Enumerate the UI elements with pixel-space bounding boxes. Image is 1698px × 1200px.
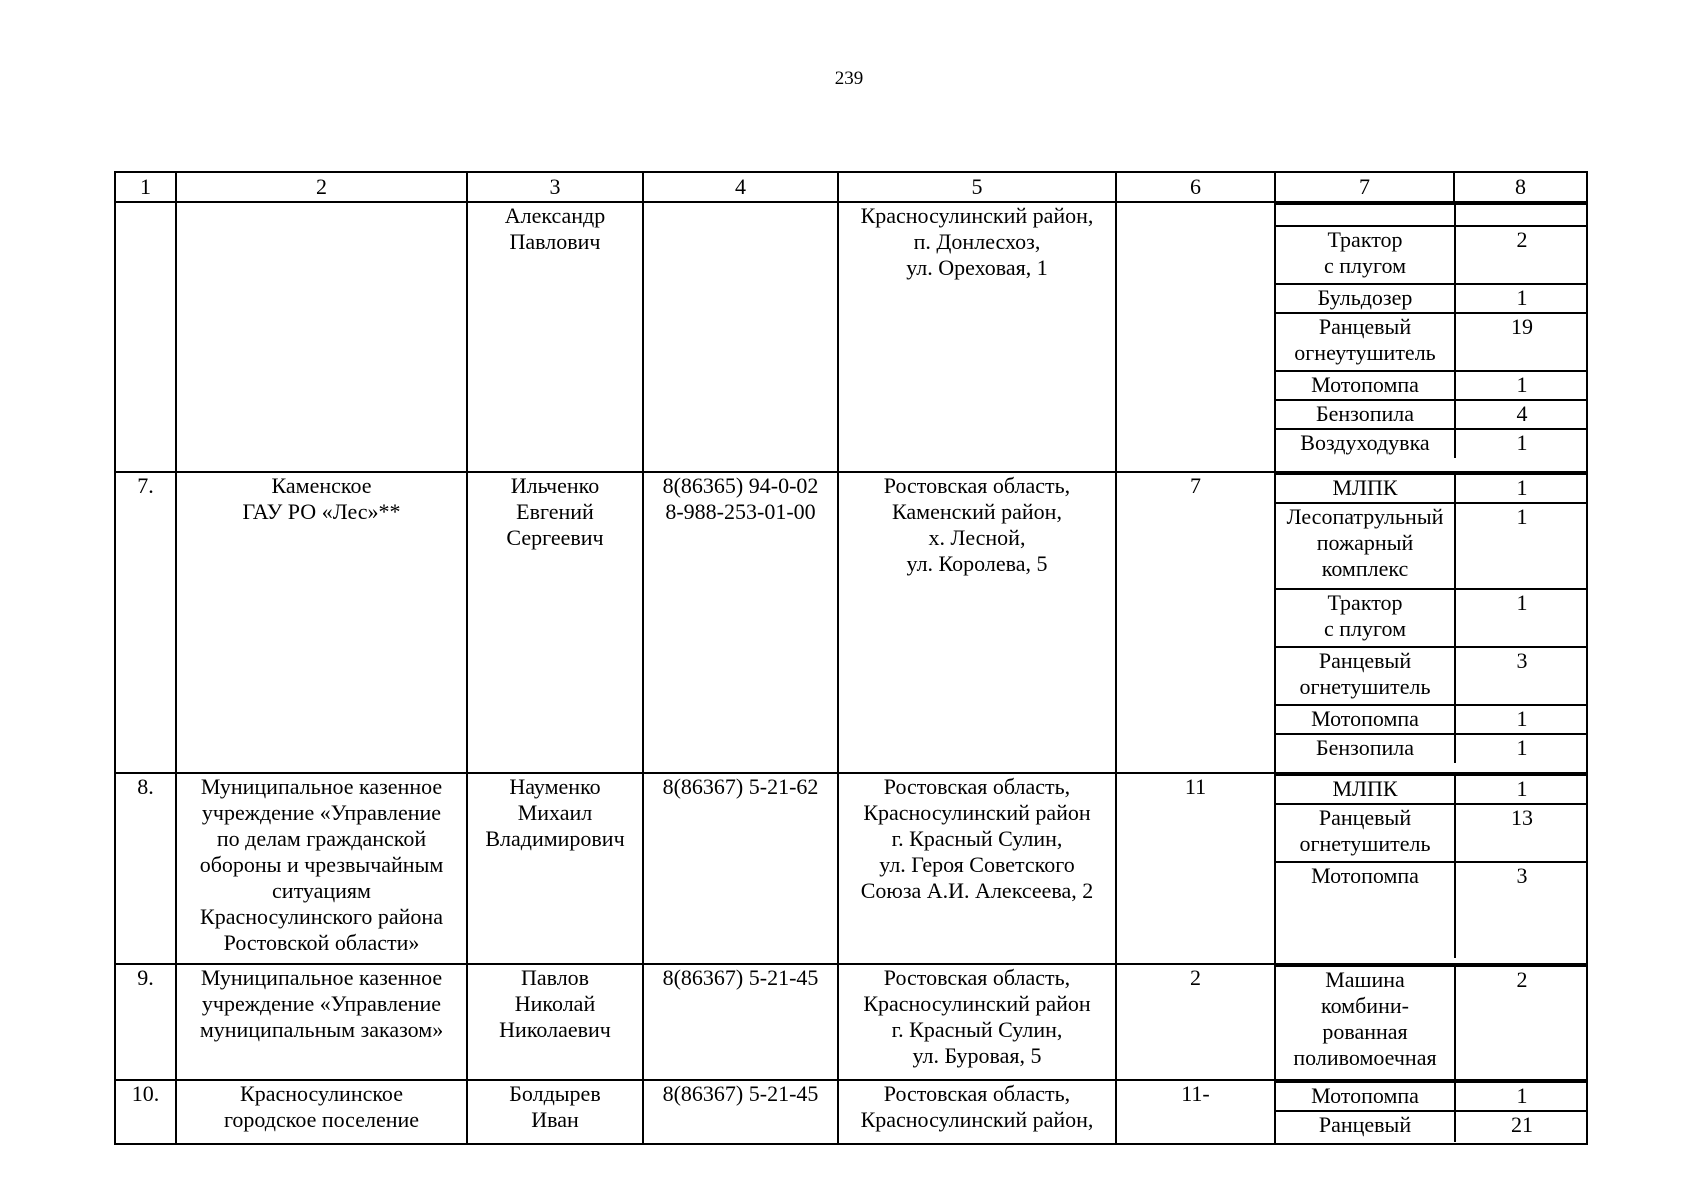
equipment-qty: 21 bbox=[1455, 1111, 1588, 1142]
equipment-item bbox=[1276, 226, 1588, 284]
row-number: 9. bbox=[115, 964, 176, 1080]
organization-line: учреждение «Управление bbox=[201, 991, 442, 1016]
equipment-name-line: Бензопила bbox=[1315, 401, 1415, 426]
equipment-qty: 2 bbox=[1455, 966, 1588, 1079]
phone-line: 8(86367) 5-21-62 bbox=[662, 774, 819, 799]
equipment-name-line: комбини- bbox=[1321, 993, 1409, 1018]
equipment-name bbox=[1276, 474, 1455, 503]
person-line: Павлов bbox=[520, 965, 590, 990]
equipment-name bbox=[1276, 647, 1455, 705]
equipment-item bbox=[1276, 313, 1588, 371]
person-line: Болдырев bbox=[509, 1081, 601, 1106]
address-line: г. Красный Сулин, bbox=[891, 826, 1063, 851]
column-header: 8 bbox=[1454, 172, 1587, 202]
equipment-name-line: Ранцевый bbox=[1318, 1112, 1412, 1137]
organization-line: Каменское bbox=[271, 473, 372, 498]
equipment-name-line: Трактор bbox=[1327, 227, 1403, 252]
equipment-name-line: поливомоечная bbox=[1293, 1045, 1437, 1070]
equipment-name bbox=[1276, 284, 1455, 313]
equipment-name-line: Бензопила bbox=[1315, 735, 1415, 760]
equipment-name-line: Мотопомпа bbox=[1311, 863, 1419, 888]
phone bbox=[643, 472, 838, 773]
phone bbox=[643, 773, 838, 964]
equipment-cell bbox=[1275, 773, 1587, 964]
equipment-item bbox=[1276, 589, 1588, 647]
phone bbox=[643, 202, 838, 472]
person-line: Николай bbox=[514, 991, 596, 1016]
equipment-name bbox=[1276, 226, 1455, 284]
equipment-item bbox=[1276, 804, 1588, 862]
address-line: Союза А.И. Алексеева, 2 bbox=[860, 878, 1094, 903]
equipment-name bbox=[1276, 429, 1455, 458]
equipment-name bbox=[1276, 862, 1455, 958]
equipment-name-line: с плугом bbox=[1324, 616, 1406, 641]
equipment-item bbox=[1276, 862, 1588, 958]
address-line: Ростовская область, bbox=[883, 473, 1071, 498]
equipment-name-line: Ранцевый bbox=[1318, 805, 1412, 830]
responsible-person bbox=[467, 202, 643, 472]
equipment-name-line: Ранцевый bbox=[1318, 314, 1412, 339]
person-line: Владимирович bbox=[485, 826, 625, 851]
organization-line: Красносулинского района bbox=[200, 904, 443, 929]
person-line: Александр bbox=[504, 203, 606, 228]
equipment-cell bbox=[1275, 964, 1587, 1080]
organization-line: Ростовской области» bbox=[223, 930, 420, 955]
organization-line: ситуациям bbox=[272, 878, 371, 903]
equipment-name-line: комплекс bbox=[1321, 556, 1409, 581]
equipment-qty: 1 bbox=[1455, 429, 1588, 458]
equipment-qty: 1 bbox=[1455, 734, 1588, 763]
equipment-name-line: Машина bbox=[1325, 967, 1405, 992]
equipment-name bbox=[1276, 371, 1455, 400]
responsible-person bbox=[467, 773, 643, 964]
row-number bbox=[115, 202, 176, 472]
equipment-name bbox=[1276, 1111, 1455, 1142]
header-row bbox=[115, 172, 1587, 202]
equipment-item bbox=[1276, 474, 1588, 503]
equipment-name bbox=[1276, 589, 1455, 647]
person-line: Евгений bbox=[516, 499, 594, 524]
equipment-cell bbox=[1275, 1080, 1587, 1144]
equipment-name-line: Воздуходувка bbox=[1300, 430, 1430, 455]
organization-line: ГАУ РО «Лес»** bbox=[242, 499, 401, 524]
address-line: Ростовская область, bbox=[883, 1081, 1071, 1106]
organization bbox=[176, 773, 467, 964]
person-line: Науменко bbox=[509, 774, 601, 799]
column-header: 1 bbox=[115, 172, 176, 202]
column-header: 7 bbox=[1275, 172, 1454, 202]
equipment-qty bbox=[1455, 204, 1588, 226]
phone-line: 8(86367) 5-21-45 bbox=[662, 965, 819, 990]
address-line: г. Красный Сулин, bbox=[891, 1017, 1063, 1042]
equipment-item bbox=[1276, 705, 1588, 734]
equipment-name-line: пожарный bbox=[1316, 530, 1414, 555]
equipment-item bbox=[1276, 1111, 1588, 1142]
equipment-cell bbox=[1275, 202, 1587, 472]
column-header: 3 bbox=[467, 172, 643, 202]
equipment-qty: 3 bbox=[1455, 647, 1588, 705]
organization-line: обороны и чрезвычайным bbox=[199, 852, 444, 877]
equipment-name bbox=[1276, 400, 1455, 429]
equipment-name-line: Бульдозер bbox=[1317, 285, 1413, 310]
equipment-list bbox=[1276, 1081, 1588, 1142]
equipment-qty: 1 bbox=[1455, 371, 1588, 400]
person-line: Михаил bbox=[517, 800, 593, 825]
equipment-qty: 19 bbox=[1455, 313, 1588, 371]
organization-line: городское поселение bbox=[223, 1107, 420, 1132]
equipment-item bbox=[1276, 775, 1588, 804]
equipment-qty: 1 bbox=[1455, 503, 1588, 589]
equipment-name bbox=[1276, 734, 1455, 763]
organization-line: Муниципальное казенное bbox=[200, 965, 443, 990]
equipment-item bbox=[1276, 966, 1588, 1079]
address-line: Красносулинский район bbox=[863, 800, 1091, 825]
responsible-person bbox=[467, 1080, 643, 1144]
equipment-name-line: Мотопомпа bbox=[1311, 706, 1419, 731]
equipment-item bbox=[1276, 503, 1588, 589]
equipment-list bbox=[1276, 473, 1588, 763]
equipment-name bbox=[1276, 966, 1455, 1079]
table-row bbox=[115, 964, 1587, 1080]
table-row bbox=[115, 773, 1587, 964]
person-line: Николаевич bbox=[499, 1017, 611, 1042]
address-line: ул. Королева, 5 bbox=[906, 551, 1048, 576]
equipment-name-line: рованная bbox=[1322, 1019, 1408, 1044]
organization bbox=[176, 472, 467, 773]
equipment-name bbox=[1276, 804, 1455, 862]
equipment-name-line: огнетушитель bbox=[1299, 831, 1431, 856]
equipment-name-line: МЛПК bbox=[1332, 776, 1398, 801]
row-number: 7. bbox=[115, 472, 176, 773]
equipment-list bbox=[1276, 203, 1588, 458]
column-header: 4 bbox=[643, 172, 838, 202]
address-line: Ростовская область, bbox=[883, 774, 1071, 799]
staff-count: 7 bbox=[1116, 472, 1275, 773]
equipment-qty: 3 bbox=[1455, 862, 1588, 958]
page-number: 239 bbox=[834, 68, 864, 89]
address bbox=[838, 773, 1116, 964]
staff-count bbox=[1116, 202, 1275, 472]
equipment-item bbox=[1276, 647, 1588, 705]
equipment-qty: 1 bbox=[1455, 284, 1588, 313]
address-line: ул. Героя Советского bbox=[879, 852, 1075, 877]
organization bbox=[176, 964, 467, 1080]
equipment-item bbox=[1276, 284, 1588, 313]
address bbox=[838, 472, 1116, 773]
equipment-name-line: Лесопатрульный bbox=[1286, 504, 1444, 529]
equipment-qty: 13 bbox=[1455, 804, 1588, 862]
responsible-person bbox=[467, 472, 643, 773]
organization-line: Муниципальное казенное bbox=[200, 774, 443, 799]
staff-count: 11 bbox=[1116, 773, 1275, 964]
equipment-list bbox=[1276, 774, 1588, 958]
equipment-name bbox=[1276, 503, 1455, 589]
organization-line: муниципальным заказом» bbox=[199, 1017, 444, 1042]
person-line: Павлович bbox=[509, 229, 601, 254]
equipment-name bbox=[1276, 1082, 1455, 1111]
phone bbox=[643, 964, 838, 1080]
equipment-name bbox=[1276, 705, 1455, 734]
address-line: ул. Буровая, 5 bbox=[912, 1043, 1042, 1068]
address-line: х. Лесной, bbox=[928, 525, 1026, 550]
equipment-name-line: огнеутушитель bbox=[1294, 340, 1436, 365]
column-header: 6 bbox=[1116, 172, 1275, 202]
column-header: 2 bbox=[176, 172, 467, 202]
table-row bbox=[115, 202, 1587, 472]
organization-line: по делам гражданской bbox=[216, 826, 427, 851]
organization-line: учреждение «Управление bbox=[201, 800, 442, 825]
table-row bbox=[115, 472, 1587, 773]
equipment-name-line: огнетушитель bbox=[1299, 674, 1431, 699]
person-line: Сергеевич bbox=[506, 525, 604, 550]
phone-line: 8(86365) 94-0-02 bbox=[662, 473, 819, 498]
phone-line: 8(86367) 5-21-45 bbox=[662, 1081, 819, 1106]
equipment-qty: 1 bbox=[1455, 589, 1588, 647]
responsible-person bbox=[467, 964, 643, 1080]
organization bbox=[176, 1080, 467, 1144]
equipment-name bbox=[1276, 313, 1455, 371]
equipment-item bbox=[1276, 1082, 1588, 1111]
equipment-qty: 2 bbox=[1455, 226, 1588, 284]
equipment-name-line: Ранцевый bbox=[1318, 648, 1412, 673]
equipment-qty: 1 bbox=[1455, 775, 1588, 804]
address bbox=[838, 1080, 1116, 1144]
equipment-item bbox=[1276, 429, 1588, 458]
phone-line: 8-988-253-01-00 bbox=[665, 499, 816, 524]
staff-count: 2 bbox=[1116, 964, 1275, 1080]
equipment-qty: 4 bbox=[1455, 400, 1588, 429]
equipment-name-line: МЛПК bbox=[1332, 475, 1398, 500]
organization-line: Красносулинское bbox=[240, 1081, 403, 1106]
staff-count: 11- bbox=[1116, 1080, 1275, 1144]
equipment-item bbox=[1276, 400, 1588, 429]
phone bbox=[643, 1080, 838, 1144]
organization bbox=[176, 202, 467, 472]
equipment-table bbox=[114, 171, 1588, 1145]
equipment-name bbox=[1276, 204, 1455, 226]
address bbox=[838, 202, 1116, 472]
row-number: 10. bbox=[115, 1080, 176, 1144]
table-row bbox=[115, 1080, 1587, 1144]
equipment-name bbox=[1276, 775, 1455, 804]
equipment-item bbox=[1276, 204, 1588, 226]
equipment-name-line: Трактор bbox=[1327, 590, 1403, 615]
person-line: Иван bbox=[531, 1107, 579, 1132]
address-line: ул. Ореховая, 1 bbox=[906, 255, 1048, 280]
column-header: 5 bbox=[838, 172, 1116, 202]
address-line: Красносулинский район, bbox=[860, 1107, 1094, 1132]
equipment-name-line: Мотопомпа bbox=[1311, 1083, 1419, 1108]
equipment-name-line: Мотопомпа bbox=[1311, 372, 1419, 397]
person-line: Ильченко bbox=[510, 473, 600, 498]
address bbox=[838, 964, 1116, 1080]
address-line: Каменский район, bbox=[892, 499, 1062, 524]
equipment-list bbox=[1276, 965, 1588, 1079]
equipment-item bbox=[1276, 734, 1588, 763]
equipment-cell bbox=[1275, 472, 1587, 773]
address-line: п. Донлесхоз, bbox=[913, 229, 1041, 254]
equipment-qty: 1 bbox=[1455, 474, 1588, 503]
address-line: Ростовская область, bbox=[883, 965, 1071, 990]
equipment-name-line: с плугом bbox=[1324, 253, 1406, 278]
address-line: Красносулинский район bbox=[863, 991, 1091, 1016]
equipment-item bbox=[1276, 371, 1588, 400]
address-line: Красносулинский район, bbox=[860, 203, 1094, 228]
row-number: 8. bbox=[115, 773, 176, 964]
equipment-qty: 1 bbox=[1455, 705, 1588, 734]
equipment-qty: 1 bbox=[1455, 1082, 1588, 1111]
